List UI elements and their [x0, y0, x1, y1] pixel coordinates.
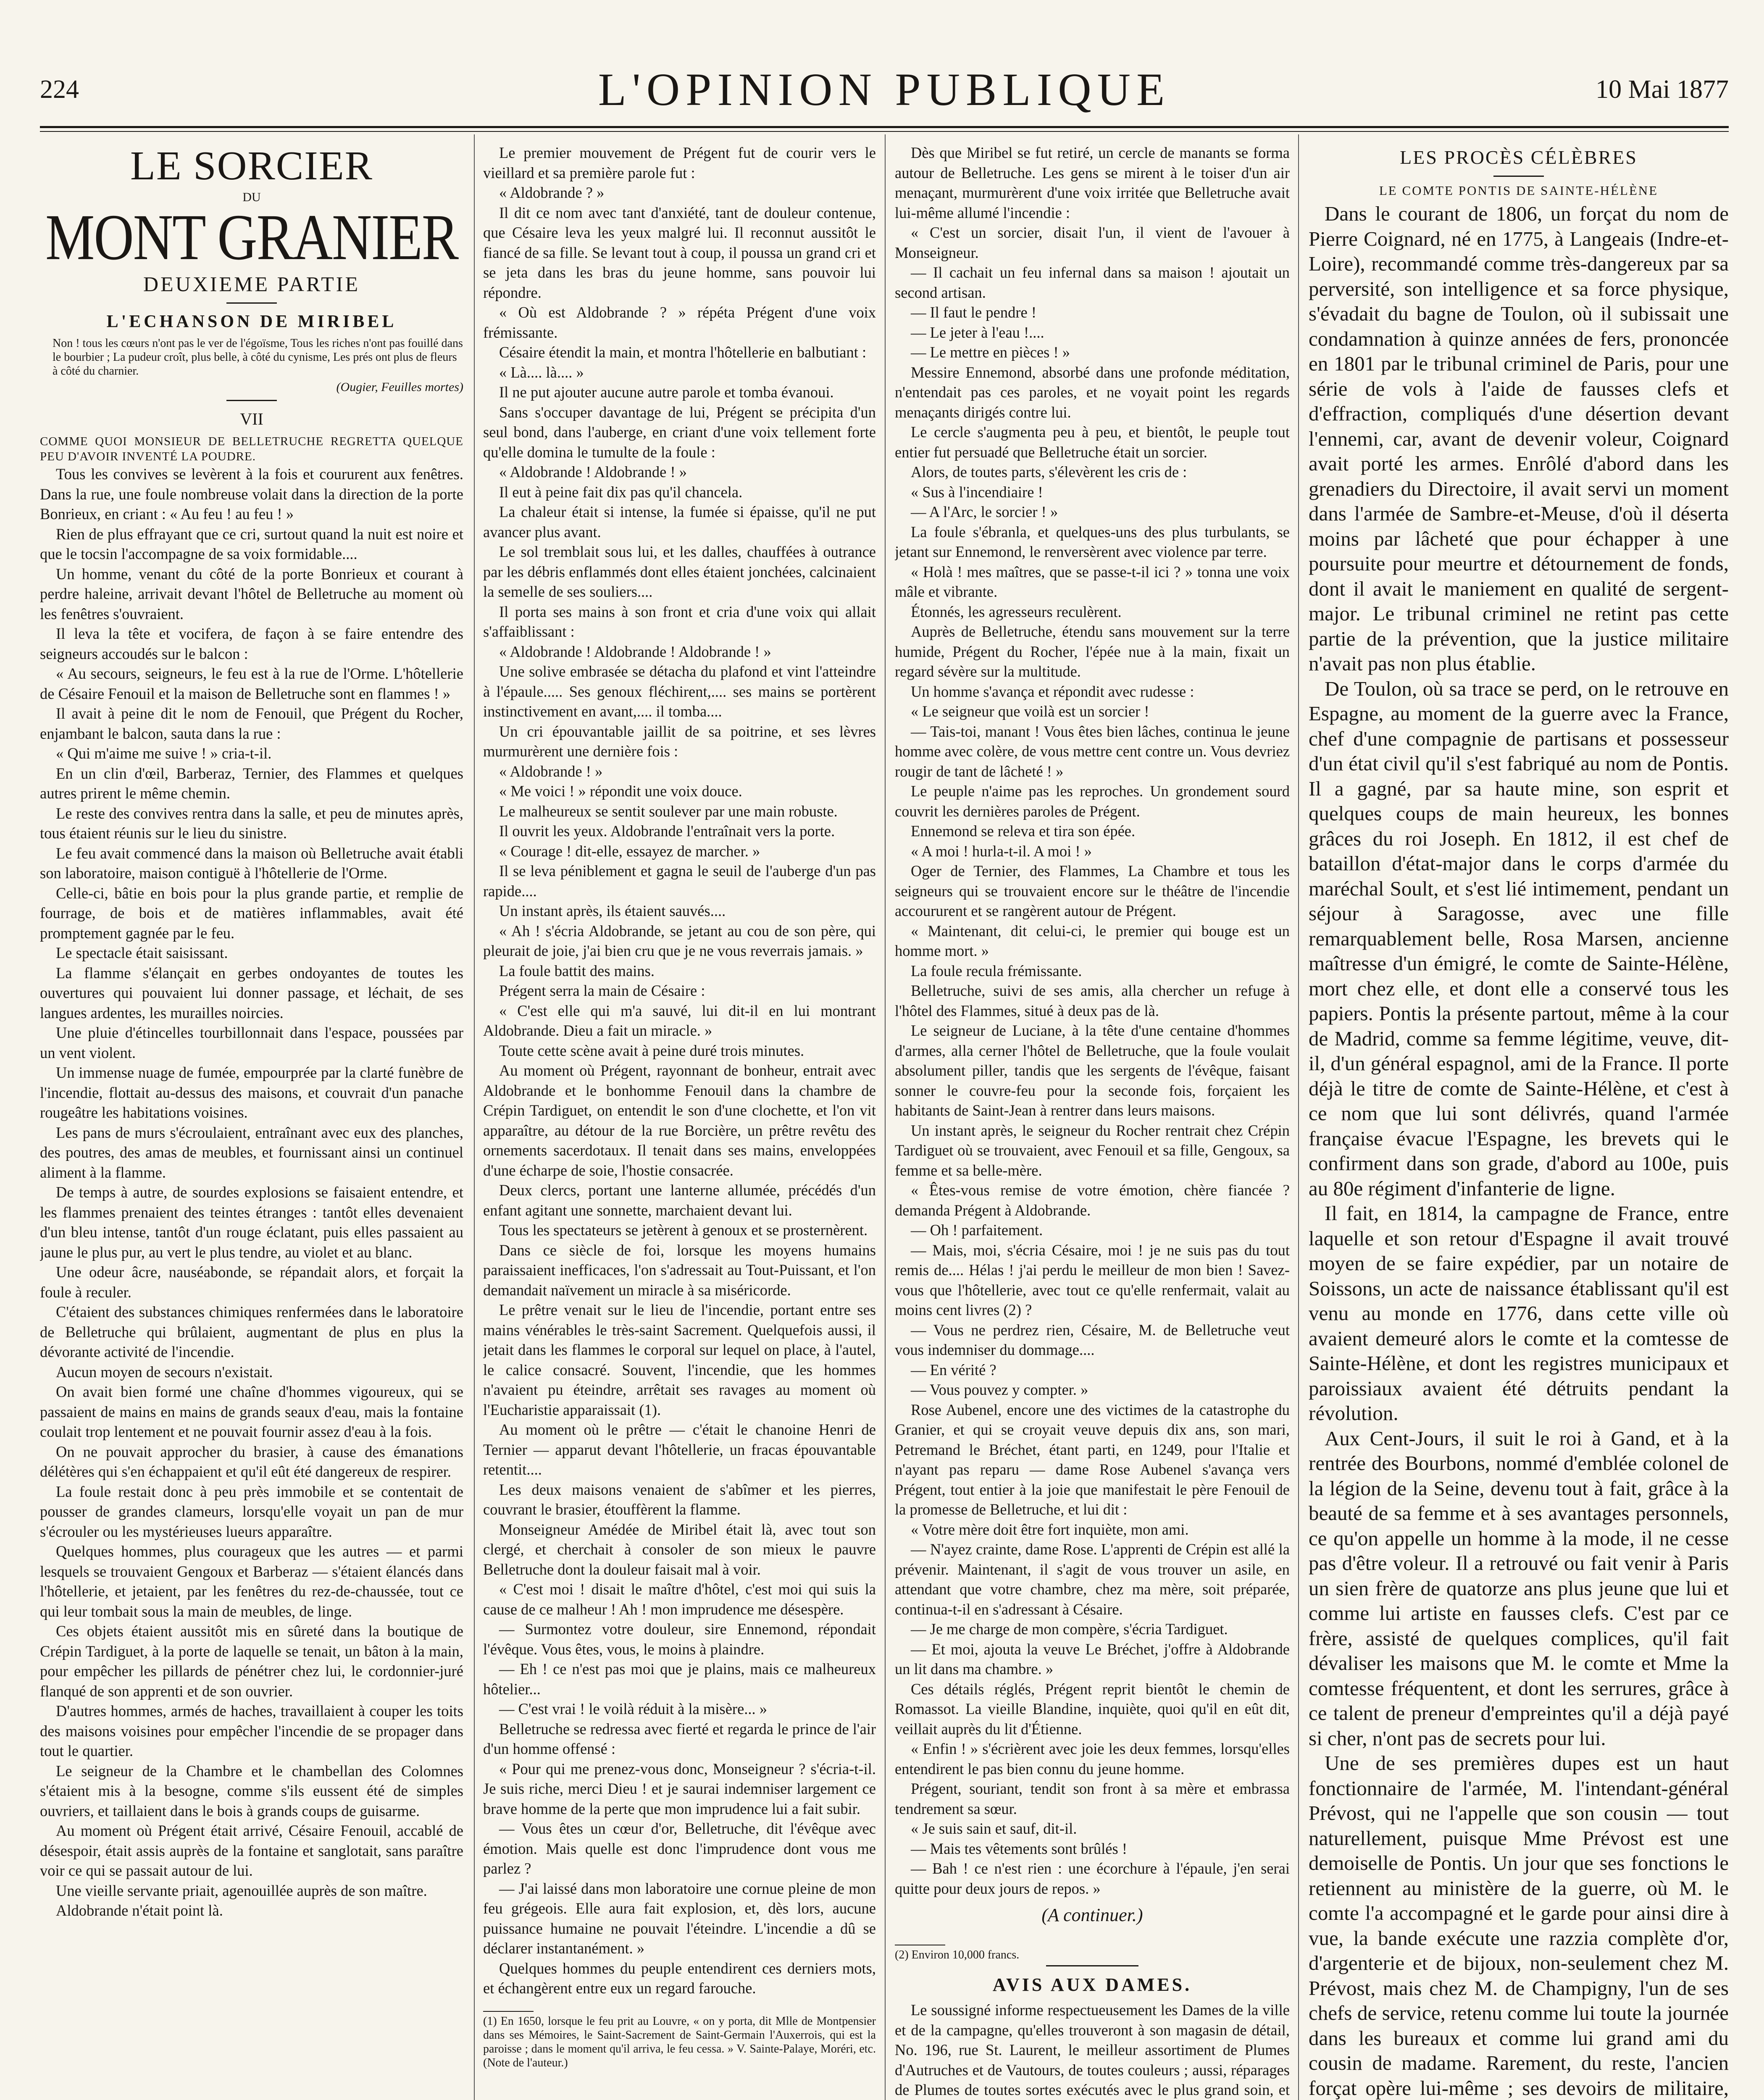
paragraph: Une de ses premières dupes est un haut fonctionnaire de l'armée, M. l'intendant-général Prévost, qui ne l'appelle que son cousin — tout naturellement, puisque Mme Prévost est une demoiselle de Pontis. Un jour que ses fonctions le retiennent au ministère de la guerre, où M. le comte l'a accompagné et le garde pour ainsi dire à vue, la bande exécute une razzia complète d'or, d'argenterie et de bijoux, non-seulement chez M. Prévost, mais chez M. de Champigny, l'un de ses chefs de service, retenu comme lui toute la journée dans les bureaux et comme lui grand ami du cousin de madame. Rarement, du reste, l'ancien forçat opère lui-même ; ses devoirs de militaire,	[1309, 1751, 1729, 2100]
paragraph: « Holà ! mes maîtres, que se passe-t-il ici ? » tonna une voix mâle et vibrante.	[895, 563, 1290, 600]
paragraph: Ennemond se releva et tira son épée.	[911, 822, 1136, 840]
section-rubric: LES PROCÈS CÉLÈBRES	[1400, 147, 1638, 168]
paragraph: Il leva la tête et vocifera, de façon à se faire entendre des seigneurs accoudés sur le balcon :	[40, 625, 463, 662]
paragraph: — Bah ! ce n'est rien : une écorchure à l'épaule, j'en serai quitte pour deux jours de repos. »	[895, 1860, 1290, 1897]
paragraph: — Vous êtes un cœur d'or, Belletruche, dit l'évêque avec émotion. Mais quelle est donc l'imprudence dont vous me parlez ?	[483, 1820, 876, 1877]
paragraph: Il fait, en 1814, la campagne de France, entre laquelle et son retour d'Espagne il avait trouvé moyen de se faire expédier, par un notaire de Soissons, un acte de naissance établissant qu'il est venu au monde en 1776, dans cette ville où avaient demeuré alors le comte et la comtesse de Sainte-Hélène, et dont les registres municipaux et paroissiaux avaient été détruits pendant la révolution.	[1309, 1202, 1729, 1425]
paragraph: La foule restait donc à peu près immobile et se contentait de pousser de grandes clameurs, lorsqu'elle voyait un pan de mur s'écrouler ou les mystérieuses lueurs apparaître.	[40, 1483, 463, 1540]
epigraph: Non ! tous les cœurs n'ont pas le ver de l'égoïsme, Tous les riches n'ont pas fouillé dans le bourbier ; La pudeur croît, plus belle, à côté du cynisme, Les prés ont plus de fleurs à côté du charnier.	[53, 337, 463, 378]
column-1	[40, 143, 463, 2100]
paragraph: Un instant après, ils étaient sauvés....	[499, 902, 726, 919]
paragraph: « Aldobrande ! Aldobrande ! »	[499, 463, 687, 480]
paragraph: — Tais-toi, manant ! Vous êtes bien lâches, continua le jeune homme avec colère, de vous mettre cent contre un. Vous devriez rougir de tant de lâcheté ! »	[895, 722, 1290, 780]
column-divider	[1298, 134, 1299, 2100]
paragraph: Rose Aubenel, encore une des victimes de la catastrophe du Granier, et qui se croyait veuve depuis dix ans, son mari, Petremand le Bréchet, étant parti, en 1249, pour l'Italie et n'ayant pas reparu — dame Rose Aubenel s'avança vers Prégent, tout entier à la joie que manifestait le père Fenouil de la promesse de Belletruche, et lui dit :	[895, 1401, 1290, 1518]
paragraph: — Oh ! parfaitement.	[911, 1221, 1043, 1239]
footnote: (2) Environ 10,000 francs.	[895, 1948, 1020, 1961]
paragraph: Une solive embrasée se détacha du plafond et vint l'atteindre à l'épaule..... Ses genoux fléchirent,.... ses mains se portèrent instinctivement en avant,.... il tomba....	[483, 663, 876, 720]
paragraph: Un homme, venant du côté de la porte Bonrieux et courant à perdre haleine, arrivait devant l'hôtel de Belletruche au moment où les fenêtres s'ouvraient.	[40, 565, 463, 622]
paragraph: « Ah ! s'écria Aldobrande, se jetant au cou de son père, qui pleurait de joie, j'ai bien cru que je ne vous reverrais jamais. »	[483, 922, 876, 959]
notice-body: Le soussigné informe respectueusement les Dames de la ville et de la campagne, qu'elles trouveront à son magasin de détail, No. 196, rue St. Laurent, le meilleur assortiment de Plumes d'Autruches et de Vautours, de toutes couleurs ; aussi, réparages de Plumes de toutes sortes exécutés avec le plus grand soin, et	[895, 2001, 1290, 2098]
paragraph: D'autres hommes, armés de haches, travaillaient à couper les toits des maisons voisines pour empêcher l'incendie de se propager dans tout le quartier.	[40, 1702, 463, 1759]
paragraph: — Vous pouvez y compter. »	[911, 1381, 1088, 1398]
paragraph: La foule recula frémissante.	[911, 962, 1082, 979]
part-heading: DEUXIEME PARTIE	[143, 272, 360, 296]
paragraph: — Mais tes vêtements sont brûlés !	[911, 1840, 1127, 1857]
paragraph: Celle-ci, bâtie en bois pour la plus grande partie, et remplie de fourrage, de bois et de matières inflammables, avait été promptement gagnée par le feu.	[40, 884, 463, 942]
paragraph: Il ne put ajouter aucune autre parole et tomba évanoui.	[499, 383, 834, 401]
paragraph: Sans s'occuper davantage de lui, Prégent se précipita d'un seul bond, dans l'auberge, en criant d'une voix tellement forte qu'elle domina le tumulte de la foule :	[483, 403, 876, 461]
paragraph: — A l'Arc, le sorcier ! »	[911, 503, 1058, 520]
footnote-rule	[483, 2011, 534, 2012]
paragraph: — Le jeter à l'eau !....	[911, 323, 1044, 341]
paragraph: Les pans de murs s'écroulaient, entraînant avec eux des planches, des poutres, des amas de meubles, et fournissant ainsi un continuel aliment à la flamme.	[40, 1124, 463, 1181]
paragraph: Il avait à peine dit le nom de Fenouil, que Prégent du Rocher, enjambant le balcon, sauta dans la rue :	[40, 705, 463, 742]
paragraph: « Êtes-vous remise de votre émotion, chère fiancée ? demanda Prégent à Aldobrande.	[895, 1181, 1290, 1219]
paragraph: La chaleur était si intense, la fumée si épaisse, qu'il ne put avancer plus avant.	[483, 503, 876, 541]
paragraph: Une pluie d'étincelles tourbillonnait dans l'espace, poussées par un vent violent.	[40, 1024, 463, 1061]
masthead-rule-thin	[40, 131, 1729, 132]
paragraph: — Mais, moi, s'écria Césaire, moi ! je ne suis pas du tout remis de.... Hélas ! j'ai perdu le meilleur de mon bien ! Savez-vous que l'hôtellerie, avec tout ce qu'elle renfermait, valait au moins cent livres (2) ?	[895, 1241, 1290, 1318]
paragraph: La foule battit des mains.	[499, 962, 655, 979]
paragraph: Belletruche se redressa avec fierté et regarda le prince de l'air d'un homme offensé :	[483, 1720, 876, 1757]
paragraph: On ne pouvait approcher du brasier, à cause des émanations délétères qui s'en échappaient et qu'il eût été dangereux de respirer.	[40, 1443, 463, 1480]
paragraph: « Pour qui me prenez-vous donc, Monseigneur ? s'écria-t-il. Je suis riche, merci Dieu ! et je saurai indemniser largement ce brave homme de la perte que mon imprudence lui a fait subir.	[483, 1760, 876, 1817]
newspaper-title: L'OPINION PUBLIQUE	[598, 64, 1171, 115]
paragraph: Alors, de toutes parts, s'élevèrent les cris de :	[911, 463, 1187, 480]
column-4-text	[1309, 201, 1729, 2100]
paragraph: Le reste des convives rentra dans la salle, et peu de minutes après, tous étaient réunis sur le lieu du sinistre.	[40, 804, 463, 842]
paragraph: Un immense nuage de fumée, empourprée par la clarté funèbre de l'incendie, flottait au-dessus des maisons, et couvrait d'un panache rougeâtre les habitations voisines.	[40, 1064, 463, 1121]
paragraph: Il porta ses mains à son front et cria d'une voix qui allait s'affaiblissant :	[483, 603, 876, 640]
paragraph: Il se leva péniblement et gagna le seuil de l'auberge d'un pas rapide....	[483, 862, 876, 900]
paragraph: Monseigneur Amédée de Miribel était là, avec tout son clergé, et cherchait à consoler de son mieux le pauvre Belletruche dont la douleur faisait mal à voir.	[483, 1520, 876, 1578]
paragraph: Deux clercs, portant une lanterne allumée, précédés d'un enfant agitant une sonnette, marchaient devant lui.	[483, 1181, 876, 1219]
chapter-title: COMME QUOI MONSIEUR DE BELLETRUCHE REGRETTA QUELQUE PEU D'AVOIR INVENTÉ LA POUDRE.	[40, 435, 463, 463]
column-2	[483, 143, 876, 2100]
paragraph: Le seigneur de la Chambre et le chambellan des Colomnes s'étaient mis à la besogne, comme s'ils eussent été de simples ouvriers, et taillaient dans le bois à grands coups de guisarme.	[40, 1762, 463, 1819]
paragraph: Dès que Miribel se fut retiré, un cercle de manants se forma autour de Belletruche. Les gens se mirent à le toiser d'un air menaçant, murmurèrent d'une voix irritée que Belletruche avait lui-même allumé l'incendie :	[895, 144, 1290, 221]
column-2-text	[483, 143, 876, 1998]
section-subtitle: LE COMTE PONTIS DE SAINTE-HÉLÈNE	[1379, 183, 1659, 198]
column-3-text	[895, 143, 1290, 1898]
chapter-number: VII	[240, 410, 263, 428]
paragraph: « Enfin ! » s'écrièrent avec joie les deux femmes, lorsqu'elles entendirent le pas bien connu du jeune homme.	[895, 1740, 1290, 1777]
footnote: (1) En 1650, lorsque le feu prit au Louvre, « on y porta, dit Mlle de Montpensier dans ses Mémoires, le Saint-Sacrement de Saint-Germain l'Auxerrois, qui est la paroisse ; dans le moment qu'il arriva, le feu cessa. » V. Sainte-Palaye, Moréri, etc. (Note de l'auteur.)	[483, 2014, 876, 2069]
paragraph: « Aldobrande ! Aldobrande ! Aldobrande ! »	[499, 643, 771, 660]
paragraph: Le spectacle était saisissant.	[56, 944, 228, 961]
paragraph: Aldobrande n'était point là.	[56, 1902, 223, 1919]
paragraph: De temps à autre, de sourdes explosions se faisaient entendre, et les flammes prenaient des teintes étranges : tantôt elles devenaient d'un bleu intense, tantôt d'un rouge éclatant, puis elles passaient au jaune le plus pur, au vert le plus tendre, au violet et au blanc.	[40, 1184, 463, 1261]
paragraph: « Au secours, seigneurs, le feu est à la rue de l'Orme. L'hôtellerie de Césaire Fenouil et la maison de Belletruche sont en flammes ! »	[40, 665, 463, 702]
notice-title: AVIS AUX DAMES.	[992, 1974, 1192, 1995]
paragraph: Tous les convives se levèrent à la fois et coururent aux fenêtres. Dans la rue, une foule nombreuse volait dans la direction de la porte Bonrieux, en criant : « Au feu ! au feu ! »	[40, 465, 463, 522]
paragraph: Le cercle s'augmenta peu à peu, et bientôt, le peuple tout entier fut persuadé que Belletruche était un sorcier.	[895, 423, 1290, 461]
paragraph: C'étaient des substances chimiques renfermées dans le laboratoire de Belletruche qui brûlaient, augmentant de plus en plus la dévorante activité de l'incendie.	[40, 1303, 463, 1360]
part-title: L'ECHANSON DE MIRIBEL	[106, 312, 397, 331]
column-4	[1309, 143, 1729, 2100]
paragraph: Ces objets étaient aussitôt mis en sûreté dans la boutique de Crépin Tardiguet, à la porte de laquelle se tenait, un bâton à la main, pour empêcher les pillards de pénétrer chez lui, le cordonnier-juré flanqué de son apprenti et de son ouvrier.	[40, 1622, 463, 1700]
paragraph: « Maintenant, dit celui-ci, le premier qui bouge est un homme mort. »	[895, 922, 1290, 959]
paragraph: Au moment où le prêtre — c'était le chanoine Henri de Ternier — apparut devant l'hôtellerie, un fracas épouvantable retentit....	[483, 1421, 876, 1478]
paragraph: Au moment où Prégent était arrivé, Césaire Fenouil, accablé de désespoir, était assis auprès de la fontaine et sanglotait, sans paraître voir ce qui se passait autour de lui.	[40, 1822, 463, 1879]
serial-title-line2: MONT GRANIER	[45, 200, 458, 274]
paragraph: Le sol tremblait sous lui, et les dalles, chauffées à outrance par les débris enflammés dont elles étaient jonchées, calcinaient la semelle de ses souliers....	[483, 543, 876, 600]
paragraph: Une odeur âcre, nauséabonde, se répandait alors, et forçait la foule à reculer.	[40, 1263, 463, 1301]
paragraph: Il dit ce nom avec tant d'anxiété, tant de douleur contenue, que Césaire leva les yeux malgré lui. Il reconnut aussitôt le fiancé de sa fille. Se levant tout à coup, il poussa un grand cri et se jeta dans les bras du jeune homme, sans pouvoir lui répondre.	[483, 204, 876, 301]
paragraph: Aucun moyen de secours n'existait.	[56, 1363, 273, 1381]
paragraph: « Sus à l'incendiaire !	[911, 483, 1043, 501]
paragraph: « C'est moi ! disait le maître d'hôtel, c'est moi qui suis la cause de ce malheur ! Ah ! mon imprudence me désespère.	[483, 1580, 876, 1618]
column-3	[895, 143, 1290, 2100]
column-divider	[885, 134, 886, 2100]
paragraph: « Là.... là.... »	[499, 363, 584, 381]
paragraph: Le seigneur de Luciane, à la tête d'une centaine d'hommes d'armes, alla cerner l'hôtel de Belletruche, que la foule voulait absolument piller, tandis que les sergents de l'évêque, faisant sonner le couvre-feu pour la seconde fois, forçaient les habitants de Saint-Jean à rentrer dans leurs maisons.	[895, 1022, 1290, 1119]
paragraph: — Je me charge de mon compère, s'écria Tardiguet.	[911, 1620, 1228, 1638]
paragraph: — Il cachait un feu infernal dans sa maison ! ajoutait un second artisan.	[895, 264, 1290, 301]
paragraph: Prégent, souriant, tendit son front à sa mère et embrassa tendrement sa sœur.	[895, 1780, 1290, 1817]
paragraph: — Vous ne perdrez rien, Césaire, M. de Belletruche veut vous indemniser du dommage....	[895, 1321, 1290, 1358]
paragraph: « Aldobrande ? »	[499, 184, 605, 201]
paragraph: Il ouvrit les yeux. Aldobrande l'entraînait vers la porte.	[499, 822, 835, 840]
paragraph: « Votre mère doit être fort inquiète, mon ami.	[911, 1520, 1189, 1538]
paragraph: « C'est elle qui m'a sauvé, lui dit-il en lui montrant Aldobrande. Dieu a fait un miracle. »	[483, 1002, 876, 1039]
paragraph: — Surmontez votre douleur, sire Ennemond, répondait l'évêque. Vous êtes, vous, le moins à plaindre.	[483, 1620, 876, 1658]
masthead	[40, 63, 1729, 122]
paragraph: « Qui m'aime me suive ! » cria-t-il.	[56, 745, 272, 762]
paragraph: — En vérité ?	[911, 1361, 996, 1378]
paragraph: Rien de plus effrayant que ce cri, surtout quand la nuit est noire et que le tocsin l'accompagne de sa voix formidable....	[40, 525, 463, 562]
paragraph: Toute cette scène avait à peine duré trois minutes.	[499, 1042, 804, 1059]
to-be-continued: (A continuer.)	[1041, 1905, 1143, 1925]
paragraph: On avait bien formé une chaîne d'hommes vigoureux, qui se passaient de mains en mains de grands seaux d'eau, mais la fontaine coulait trop lentement et ne pouvait fournir assez d'eau à la fois.	[40, 1383, 463, 1440]
divider	[226, 400, 277, 401]
paragraph: Quelques hommes du peuple entendirent ces derniers mots, et échangèrent entre eux un regard farouche.	[483, 1959, 876, 1997]
paragraph: Un homme s'avança et répondit avec rudesse :	[911, 682, 1194, 700]
paragraph: « C'est un sorcier, disait l'un, il vient de l'avouer à Monseigneur.	[895, 224, 1290, 261]
paragraph: Belletruche, suivi de ses amis, alla chercher un refuge à l'hôtel des Flammes, situé à deux pas de là.	[895, 982, 1290, 1019]
serial-title-du: DU	[242, 190, 261, 204]
paragraph: Dans le courant de 1806, un forçat du nom de Pierre Coignard, né en 1775, à Langeais (Indre-et-Loire), recommandé comme très-dangereux par sa perversité, son intelligence et sa force physique, s'évadait du bagne de Toulon, où il subissait une condamnation à quinze années de fers, prononcée en 1801 par le tribunal criminel de Paris, pour une série de vols à l'aide de fausses clefs et d'effraction, compliqués d'une désertion devant l'ennemi, car, avant de devenir voleur, Coignard avait porté les armes. Enrôlé d'abord dans les grenadiers du Directoire, il avait servi un moment dans l'armée de Sambre-et-Meuse, d'où il déserta moins par lâcheté que pour échapper à une poursuite pour meurtre et détournement de fonds, dont il avait le maniement en qualité de sergent-major. Le tribunal criminel ne retint pas cette partie de la prévention, que la justice militaire n'avait pas non plus établie.	[1309, 202, 1729, 675]
paragraph: Les deux maisons venaient de s'abîmer et les pierres, couvrant le brasier, étouffèrent la flamme.	[483, 1480, 876, 1518]
paragraph: Un instant après, le seigneur du Rocher rentrait chez Crépin Tardiguet où se trouvaient, avec Fenouil et sa fille, Gengoux, sa femme et sa belle-mère.	[895, 1121, 1290, 1179]
paragraph: — J'ai laissé dans mon laboratoire une cornue pleine de mon feu grégeois. Elle aura fait explosion, et, dès lors, aucune puissance humaine ne pouvait l'éteindre. L'incendie a dû se déclarer instantanément. »	[483, 1880, 876, 1957]
paragraph: Aux Cent-Jours, il suit le roi à Gand, et à la rentrée des Bourbons, nommé d'emblée colonel de la légion de la Seine, devenu tout à fait, grâce à la beauté de sa femme et à ses avantages personnels, ce qu'on appelle un homme à la mode, il ne cesse pas d'être voleur. Il a retrouvé ou fait venir à Paris un sien frère de quatorze ans plus jeune que lui et comme lui artiste en fausses clefs. C'est par ce frère, assisté de quelques complices, qu'il fait dévaliser les maisons que M. le comte et Mme la comtesse fréquentent, et dont les serrures, grâce à ce talent de preneur d'empreintes qu'il a déjà payé si cher, n'ont pas de secrets pour lui.	[1309, 1426, 1729, 1750]
paragraph: La foule s'ébranla, et quelques-uns des plus turbulants, se jetant sur Ennemond, le renversèrent avec violence par terre.	[895, 523, 1290, 560]
paragraph: Oger de Ternier, des Flammes, La Chambre et tous les seigneurs qui se trouvaient encore sur le théâtre de l'incendie accoururent et se rangèrent autour de Prégent.	[895, 862, 1290, 919]
divider	[226, 302, 277, 304]
paragraph: Le malheureux se sentit soulever par une main robuste.	[499, 802, 838, 820]
epigraph-source: (Ougier, Feuilles mortes)	[336, 380, 463, 394]
paragraph: Le peuple n'aime pas les reproches. Un grondement sourd couvrit les dernières paroles de Prégent.	[895, 782, 1290, 820]
paragraph: — N'ayez crainte, dame Rose. L'apprenti de Crépin est allé la prévenir. Maintenant, il s'agit de vous trouver un asile, en attendant que votre chambre, chez ma mère, soit préparée, continua-t-il en s'adressant à Césaire.	[895, 1541, 1290, 1618]
paragraph: Prégent serra la main de Césaire :	[499, 982, 705, 999]
issue-date: 10 Mai 1877	[1596, 75, 1729, 104]
paragraph: « Me voici ! » répondit une voix douce.	[499, 782, 742, 800]
page-number: 224	[40, 75, 79, 104]
paragraph: — Il faut le pendre !	[911, 304, 1036, 321]
paragraph: « Aldobrande ! »	[499, 762, 603, 780]
paragraph: Un cri épouvantable jaillit de sa poitrine, et ses lèvres murmurèrent une dernière fois :	[483, 722, 876, 760]
paragraph: — C'est vrai ! le voilà réduit à la misère... »	[499, 1700, 768, 1717]
paragraph: En un clin d'œil, Barberaz, Ternier, des Flammes et quelques autres prirent le même chemin.	[40, 764, 463, 802]
divider	[1493, 176, 1544, 177]
paragraph: « Courage ! dit-elle, essayez de marcher. »	[499, 842, 760, 860]
paragraph: Quelques hommes, plus courageux que les autres — et parmi lesquels se trouvaient Gengoux et Barberaz — s'étaient élancés dans l'hôtellerie, et jetaient, par les fenêtres du rez-de-chaussée, tout ce qui leur tombait sous la main de meubles, de linge.	[40, 1543, 463, 1620]
paragraph: Messire Ennemond, absorbé dans une profonde méditation, n'entendait pas ces paroles, et ne voyait point les regards menaçants dirigés contre lui.	[895, 363, 1290, 421]
paragraph: — Le mettre en pièces ! »	[911, 344, 1070, 361]
paragraph: De Toulon, où sa trace se perd, on le retrouve en Espagne, au moment de la guerre avec la France, chef d'une compagnie de partisans et possesseur d'un état civil qu'il s'est fabriqué au nom de Pontis. Il a gagné, par sa haute mine, son esprit et quelques coups de main heureux, les bonnes grâces du roi Joseph. En 1812, il est chef de bataillon d'état-major dans le corps d'armée du maréchal Soult, et s'est lié intimement, pendant un séjour à Saragosse, avec une fille remarquablement belle, Rosa Marsen, ancienne maîtresse d'un émigré, le comte de Sainte-Hélène, mort chez elle, et dont elle a conservé tous les papiers. Pontis la présente partout, même à la cour de Madrid, comme sa femme légitime, veuve, dit-il, d'un général espagnol, ami de la France. Il porte déjà le titre de comte de Sainte-Hélène, et c'est à ce nom que lui sont délivrés, quand l'armée française évacue l'Espagne, les brevets qui le confirment dans son grade, d'abord au 100e, puis au 80e régiment d'infanterie de ligne.	[1309, 677, 1729, 1200]
masthead-rule	[40, 126, 1729, 128]
paragraph: Le prêtre venait sur le lieu de l'incendie, portant entre ses mains vénérables le très-saint Sacrement. Quelquefois aussi, il jetait dans les flammes le corporal sur lequel on place, à l'autel, le calice consacré. Souvent, l'incendie, que les hommes n'avaient pu éteindre, arrêtait ses ravages au moment où l'Eucharistie apparaissait (1).	[483, 1301, 876, 1418]
paragraph: Ces détails réglés, Prégent reprit bientôt le chemin de Romassot. La vieille Blandine, inquiète, quoi qu'il en eût dit, veillait auprès du lit d'Étienne.	[895, 1680, 1290, 1738]
paragraph: Le premier mouvement de Prégent fut de courir vers le vieillard et sa première parole fut :	[483, 144, 876, 181]
serial-title-line1: LE SORCIER	[130, 143, 373, 189]
paragraph: — Et moi, ajouta la veuve Le Bréchet, j'offre à Aldobrande un lit dans ma chambre. »	[895, 1640, 1290, 1677]
paragraph: « Je suis sain et sauf, dit-il.	[911, 1820, 1077, 1837]
column-divider	[474, 134, 475, 2100]
paragraph: La flamme s'élançait en gerbes ondoyantes de toutes les ouvertures qui pouvaient lui donner passage, et léchait, de ses langues ardentes, les murailles noircies.	[40, 964, 463, 1021]
paragraph: « Où est Aldobrande ? » répéta Prégent d'une voix frémissante.	[483, 304, 876, 341]
paragraph: Une vieille servante priait, agenouillée auprès de son maître.	[56, 1882, 427, 1899]
paragraph: Le feu avait commencé dans la maison où Belletruche avait établi son laboratoire, maison contiguë à l'hôtellerie de l'Orme.	[40, 844, 463, 882]
paragraph: Césaire étendit la main, et montra l'hôtellerie en balbutiant :	[499, 344, 867, 361]
divider	[1046, 1965, 1138, 1966]
paragraph: « A moi ! hurla-t-il. A moi ! »	[911, 842, 1092, 860]
paragraph: « Le seigneur que voilà est un sorcier !	[911, 703, 1149, 720]
paragraph: Auprès de Belletruche, étendu sans mouvement sur la terre humide, Prégent du Rocher, l'épée nue à la main, fixait un regard sévère sur la multitude.	[895, 623, 1290, 680]
paragraph: Étonnés, les agresseurs reculèrent.	[911, 603, 1122, 620]
paragraph: Dans ce siècle de foi, lorsque les moyens humains paraissaient inefficaces, l'on s'adressait au Tout-Puissant, et l'on demandait naïvement un miracle à sa miséricorde.	[483, 1241, 876, 1299]
column-1-text	[40, 464, 463, 1921]
paragraph: Au moment où Prégent, rayonnant de bonheur, entrait avec Aldobrande et le bonhomme Fenouil dans la chambre de Crépin Tardiguet, on entendit le son d'une clochette, et l'on vit apparaître, au détour de la rue Borcière, un prêtre revêtu des ornements sacerdotaux. Il tenait dans ses mains, enveloppées d'une écharpe de soie, l'hostie consacrée.	[483, 1062, 876, 1179]
paragraph: Il eut à peine fait dix pas qu'il chancela.	[499, 483, 743, 501]
paragraph: Tous les spectateurs se jetèrent à genoux et se prosternèrent.	[499, 1221, 868, 1239]
paragraph: — Eh ! ce n'est pas moi que je plains, mais ce malheureux hôtelier...	[483, 1660, 876, 1698]
